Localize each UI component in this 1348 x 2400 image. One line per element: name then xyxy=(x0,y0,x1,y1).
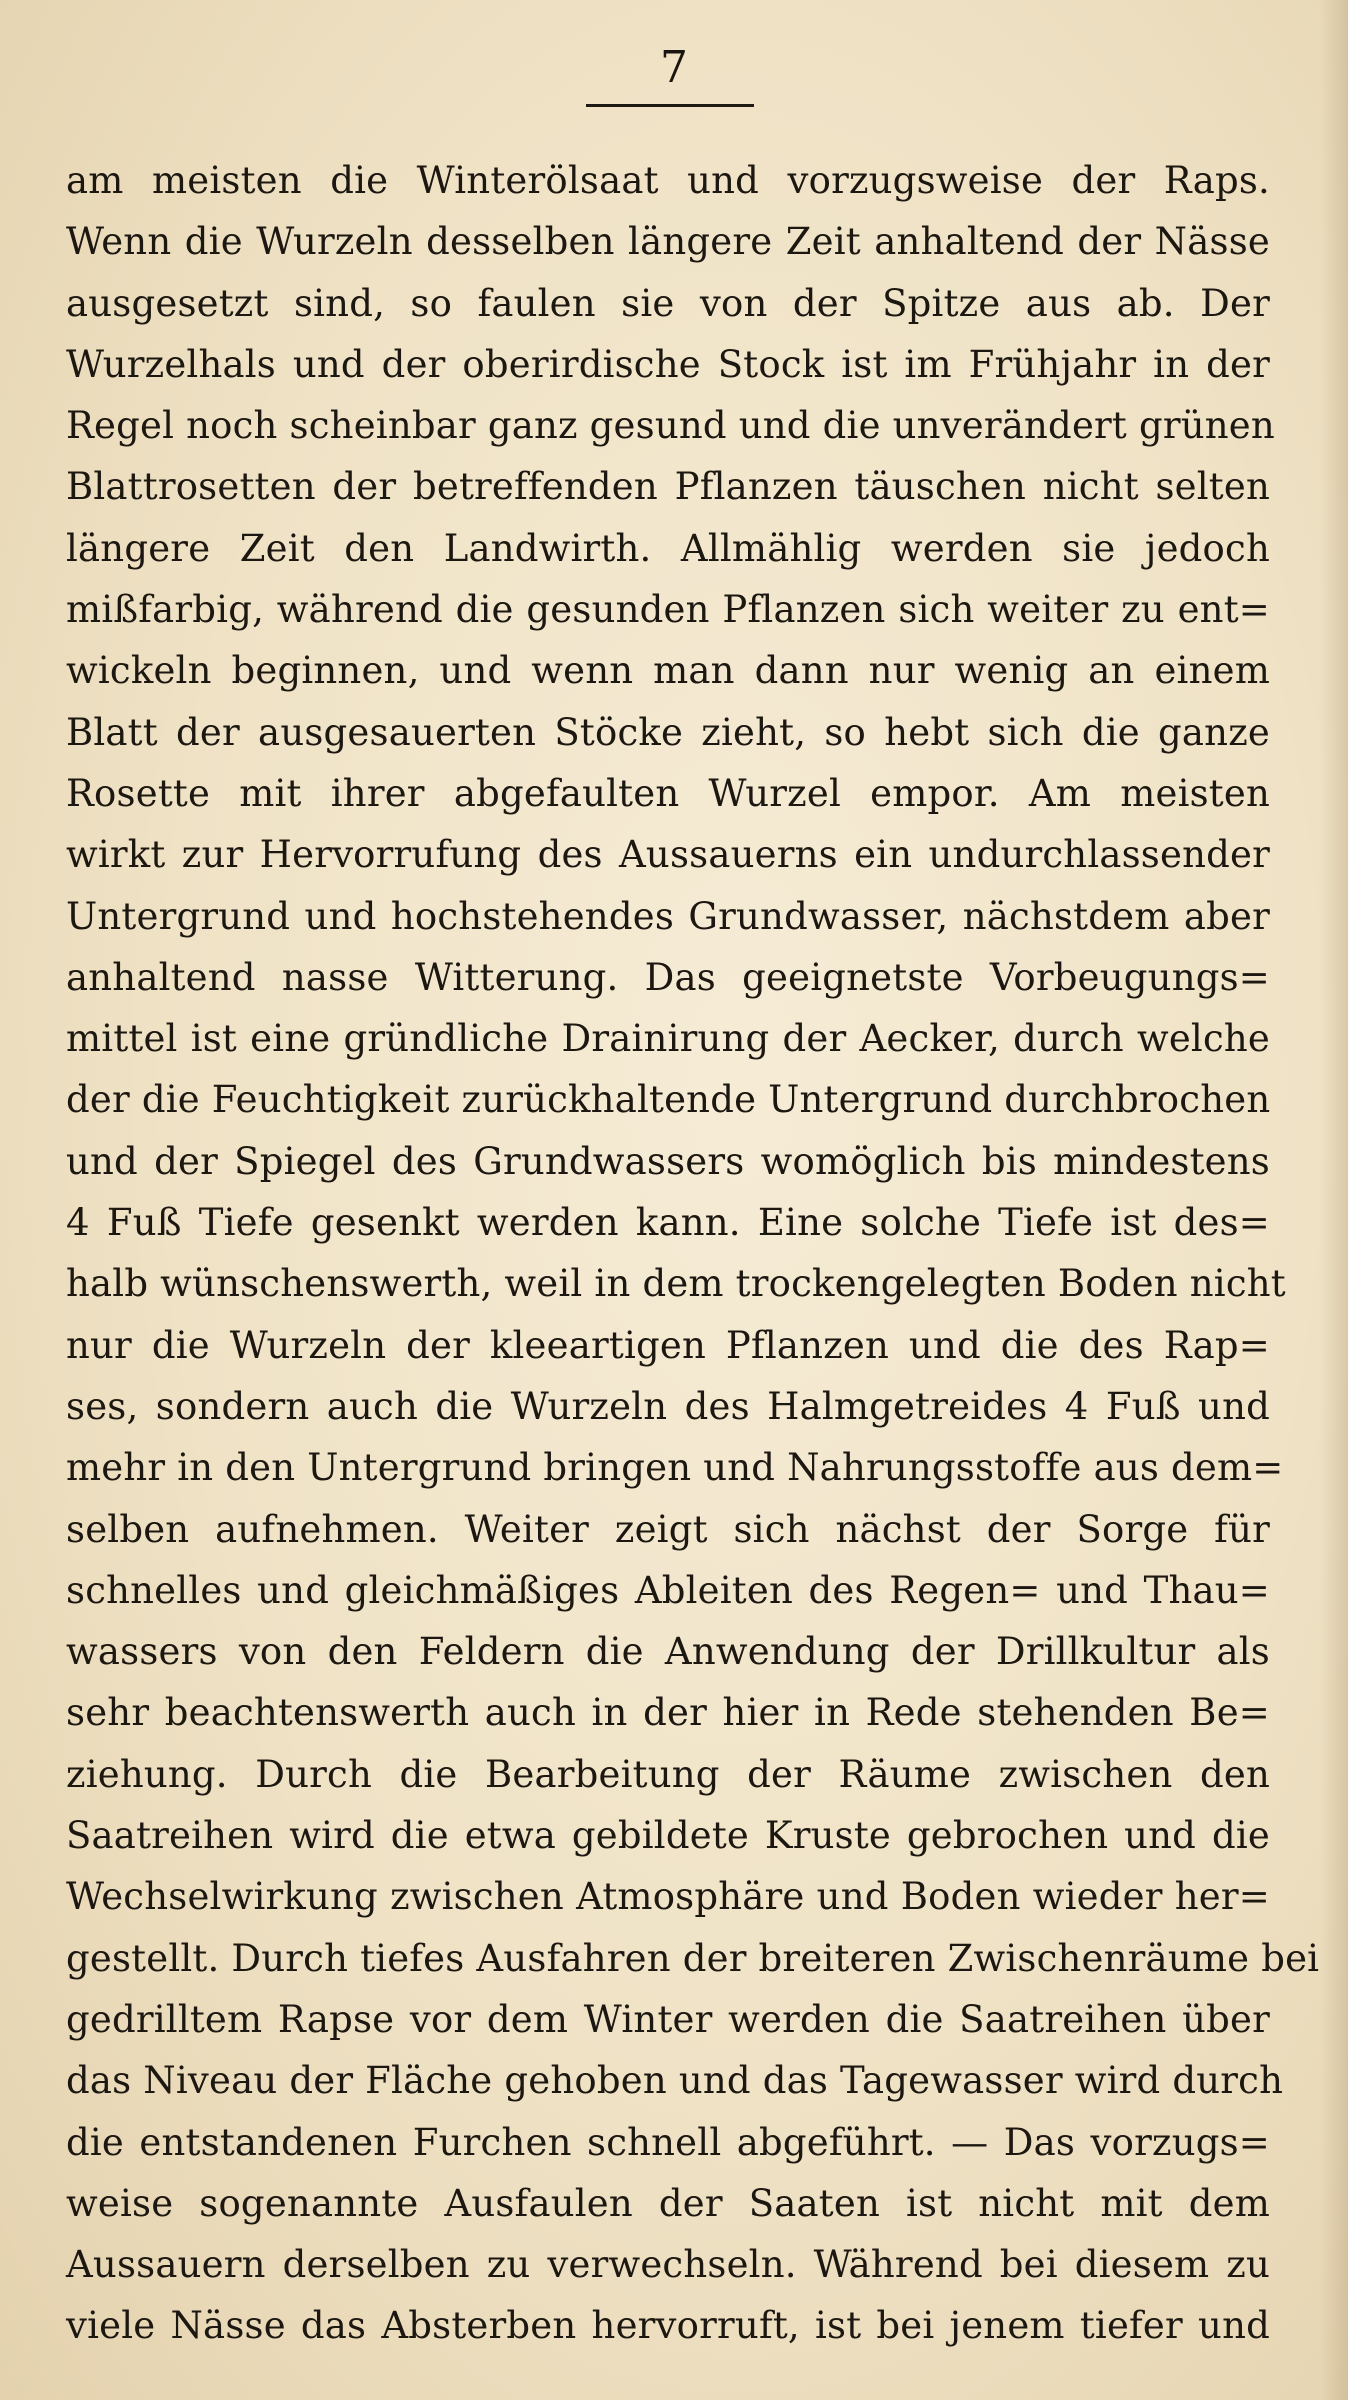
text-line: Wenn die Wurzeln desselben längere Zeit anhaltend der Nässe xyxy=(66,220,1270,264)
page-header xyxy=(0,40,1348,96)
text-line: 4 Fuß Tiefe gesenkt werden kann. Eine solche Tiefe ist des= xyxy=(66,1201,1270,1245)
text-line: der die Feuchtigkeit zurückhaltende Untergrund durchbrochen xyxy=(66,1078,1271,1122)
text-line: längere Zeit den Landwirth. Allmählig werden sie jedoch xyxy=(66,526,1270,570)
text-line: nur die Wurzeln der kleeartigen Pflanzen und die des Rap= xyxy=(66,1323,1270,1367)
text-line: viele Nässe das Absterben hervorruft, ist bei jenem tiefer und xyxy=(66,2304,1270,2348)
text-line: gedrilltem Rapse vor dem Winter werden die Saatreihen über xyxy=(66,1997,1270,2041)
text-line: Wurzelhals und der oberirdische Stock ist im Frühjahr in der xyxy=(66,342,1270,386)
text-line: anhaltend nasse Witterung. Das geeignetste Vorbeugungs= xyxy=(66,955,1270,999)
text-line: Aussauern derselben zu verwechseln. Während bei diesem zu xyxy=(66,2243,1270,2287)
text-line: wirkt zur Hervorrufung des Aussauerns ein undurchlassender xyxy=(66,833,1270,877)
text-line: Wechselwirkung zwischen Atmosphäre und Boden wieder her= xyxy=(66,1875,1270,1919)
header-rule xyxy=(586,104,754,107)
text-line: Blatt der ausgesauerten Stöcke zieht, so hebt sich die ganze xyxy=(66,710,1270,754)
text-line: Saatreihen wird die etwa gebildete Kruste gebrochen und die xyxy=(66,1814,1270,1858)
text-line: halb wünschenswerth, weil in dem trockengelegten Boden nicht xyxy=(66,1262,1286,1306)
text-line: wassers von den Feldern die Anwendung der Drillkultur als xyxy=(66,1630,1270,1674)
body-text xyxy=(66,150,1320,2357)
text-line: schnelles und gleichmäßiges Ableiten des Regen= und Thau= xyxy=(66,1568,1270,1612)
text-line: Blattrosetten der betreffenden Pflanzen täuschen nicht selten xyxy=(66,465,1270,509)
text-line: ausgesetzt sind, so faulen sie von der Spitze aus ab. Der xyxy=(66,281,1270,325)
text-line: mittel ist eine gründliche Drainirung der Aecker, durch welche xyxy=(66,1017,1270,1061)
text-line: mißfarbig, während die gesunden Pflanzen sich weiter zu ent= xyxy=(66,588,1270,632)
text-line: Regel noch scheinbar ganz gesund und die unverändert grünen xyxy=(66,404,1275,448)
page-number: 7 xyxy=(660,42,688,93)
text-line: am meisten die Winterölsaat und vorzugsweise der Raps. xyxy=(66,159,1270,202)
text-line: die entstandenen Furchen schnell abgeführt. — Das vorzugs= xyxy=(66,2120,1270,2164)
text-line: wickeln beginnen, und wenn man dann nur wenig an einem xyxy=(66,649,1270,693)
text-line: das Niveau der Fläche gehoben und das Tagewasser wird durch xyxy=(66,2059,1284,2103)
text-line: ses, sondern auch die Wurzeln des Halmgetreides 4 Fuß und xyxy=(66,1384,1270,1428)
text-line: Rosette mit ihrer abgefaulten Wurzel empor. Am meisten xyxy=(66,771,1270,815)
text-line: mehr in den Untergrund bringen und Nahrungsstoffe aus dem= xyxy=(66,1446,1284,1490)
text-line: sehr beachtenswerth auch in der hier in Rede stehenden Be= xyxy=(66,1691,1270,1735)
text-line: und der Spiegel des Grundwassers womöglich bis mindestens xyxy=(66,1139,1270,1183)
text-line: weise sogenannte Ausfaulen der Saaten ist nicht mit dem xyxy=(66,2181,1270,2225)
text-line: gestellt. Durch tiefes Ausfahren der breiteren Zwischenräume bei xyxy=(66,1936,1320,1980)
text-line: selben aufnehmen. Weiter zeigt sich nächst der Sorge für xyxy=(66,1507,1270,1551)
page-edge-shadow xyxy=(1320,0,1348,2400)
text-line: Untergrund und hochstehendes Grundwasser, nächstdem aber xyxy=(66,894,1270,938)
text-line: ziehung. Durch die Bearbeitung der Räume zwischen den xyxy=(66,1752,1270,1796)
